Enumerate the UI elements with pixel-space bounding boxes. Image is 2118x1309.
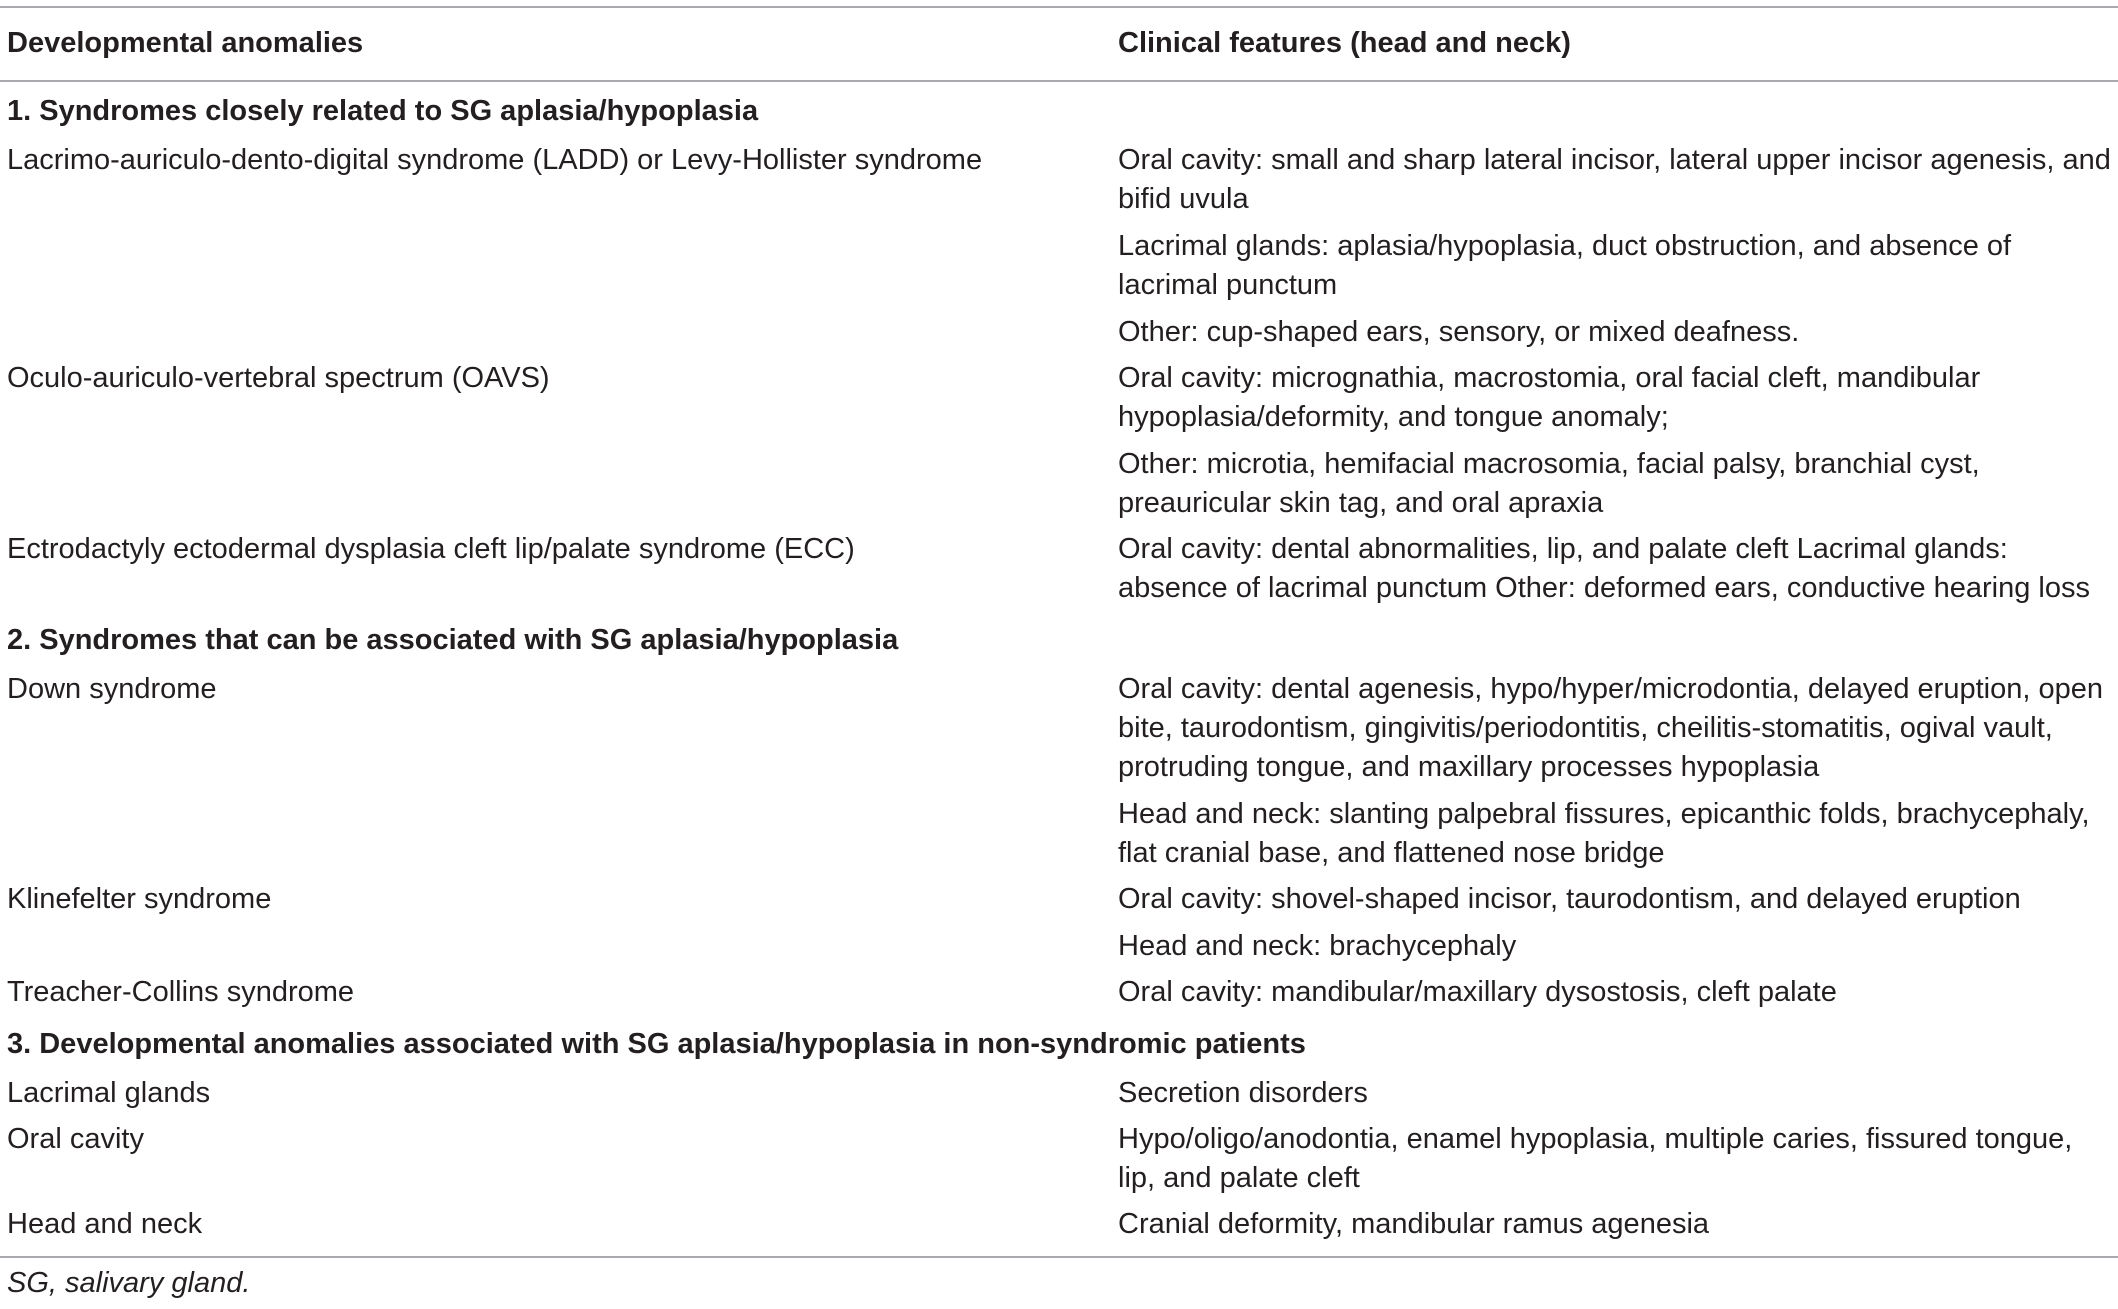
anomaly-cell: Oculo-auriculo-vertebral spectrum (OAVS) (7, 362, 550, 394)
feature-line: Oral cavity: small and sharp lateral incisor, lateral upper incisor agenesis, and bifid uvula (1118, 144, 2111, 215)
clinical-features-cell (1111, 876, 2118, 969)
clinical-features-cell (1111, 355, 2118, 526)
section-heading-row (0, 81, 2118, 137)
table-footnote: SG, salivary gland. (7, 1267, 251, 1299)
anomaly-cell: Lacrimo-auriculo-dento-digital syndrome (LADD) or Levy-Hollister syndrome (7, 144, 983, 176)
feature-line: Oral cavity: micrognathia, macrostomia, oral facial cleft, mandibular hypoplasia/deformity, and tongue anomaly; (1118, 362, 1981, 433)
table-row (0, 666, 2118, 876)
table-row (0, 1070, 2118, 1116)
feature-line: Cranial deformity, mandibular ramus agenesia (1118, 1208, 1710, 1240)
section-title: 3. Developmental anomalies associated with SG aplasia/hypoplasia in non-syndromic patients (7, 1028, 1306, 1060)
section-heading-row (0, 1015, 2118, 1070)
table-row (0, 355, 2118, 526)
table-row (0, 1116, 2118, 1201)
anomaly-cell: Klinefelter syndrome (7, 883, 272, 915)
feature-line: Oral cavity: shovel-shaped incisor, taurodontism, and delayed eruption (1118, 883, 2021, 915)
clinical-features-cell (1111, 526, 2118, 611)
section-heading-row (0, 611, 2118, 666)
feature-line: Secretion disorders (1118, 1077, 1368, 1109)
clinical-features-cell (1111, 666, 2118, 876)
anomaly-cell: Ectrodactyly ectodermal dysplasia cleft lip/palate syndrome (ECC) (7, 533, 855, 565)
column-header-anomalies: Developmental anomalies (0, 7, 1111, 81)
feature-line: Lacrimal glands: aplasia/hypoplasia, duct obstruction, and absence of lacrimal punctum (1118, 230, 2012, 301)
anomaly-cell: Down syndrome (7, 673, 217, 705)
column-header-clinical-features: Clinical features (head and neck) (1111, 7, 2118, 81)
clinical-features-cell (1111, 1070, 2118, 1116)
table-bottom-rule (0, 1256, 2118, 1258)
clinical-features-cell (1111, 1116, 2118, 1201)
clinical-features-cell (1111, 1201, 2118, 1256)
feature-line: Other: microtia, hemifacial macrosomia, facial palsy, branchial cyst, preauricular skin tag, and oral apraxia (1118, 448, 1980, 519)
anomalies-table (0, 6, 2118, 1256)
clinical-features-cell (1111, 969, 2118, 1015)
table-header-row (0, 7, 2118, 81)
table-row (0, 137, 2118, 355)
clinical-features-cell (1111, 137, 2118, 355)
feature-line: Oral cavity: dental agenesis, hypo/hyper/microdontia, delayed eruption, open bite, taurodontism, gingivitis/periodontitis, cheilitis-stomatitis, ogival vault, protruding tongue, and maxillary processes hypoplasia (1118, 673, 2103, 783)
table-row (0, 969, 2118, 1015)
table-row (0, 1201, 2118, 1256)
anomaly-cell: Lacrimal glands (7, 1077, 211, 1109)
anomaly-cell: Head and neck (7, 1208, 203, 1240)
feature-line: Hypo/oligo/anodontia, enamel hypoplasia, multiple caries, fissured tongue, lip, and palate cleft (1118, 1123, 2073, 1194)
anomaly-cell: Treacher-Collins syndrome (7, 976, 355, 1008)
feature-line: Oral cavity: mandibular/maxillary dysostosis, cleft palate (1118, 976, 1837, 1008)
section-title: 1. Syndromes closely related to SG aplasia/hypoplasia (7, 95, 759, 127)
anomaly-cell: Oral cavity (7, 1123, 144, 1155)
feature-line: Other: cup-shaped ears, sensory, or mixed deafness. (1118, 316, 1800, 348)
table-row (0, 876, 2118, 969)
feature-line: Head and neck: brachycephaly (1118, 930, 1517, 962)
section-title: 2. Syndromes that can be associated with SG aplasia/hypoplasia (7, 624, 899, 656)
table-body (0, 81, 2118, 1256)
feature-line: Oral cavity: dental abnormalities, lip, and palate cleft Lacrimal glands: absence of lacrimal punctum Other: deformed ears, conductive hearing loss (1118, 533, 2090, 604)
feature-line: Head and neck: slanting palpebral fissures, epicanthic folds, brachycephaly, flat cranial base, and flattened nose bridge (1118, 798, 2090, 869)
table-row (0, 526, 2118, 611)
